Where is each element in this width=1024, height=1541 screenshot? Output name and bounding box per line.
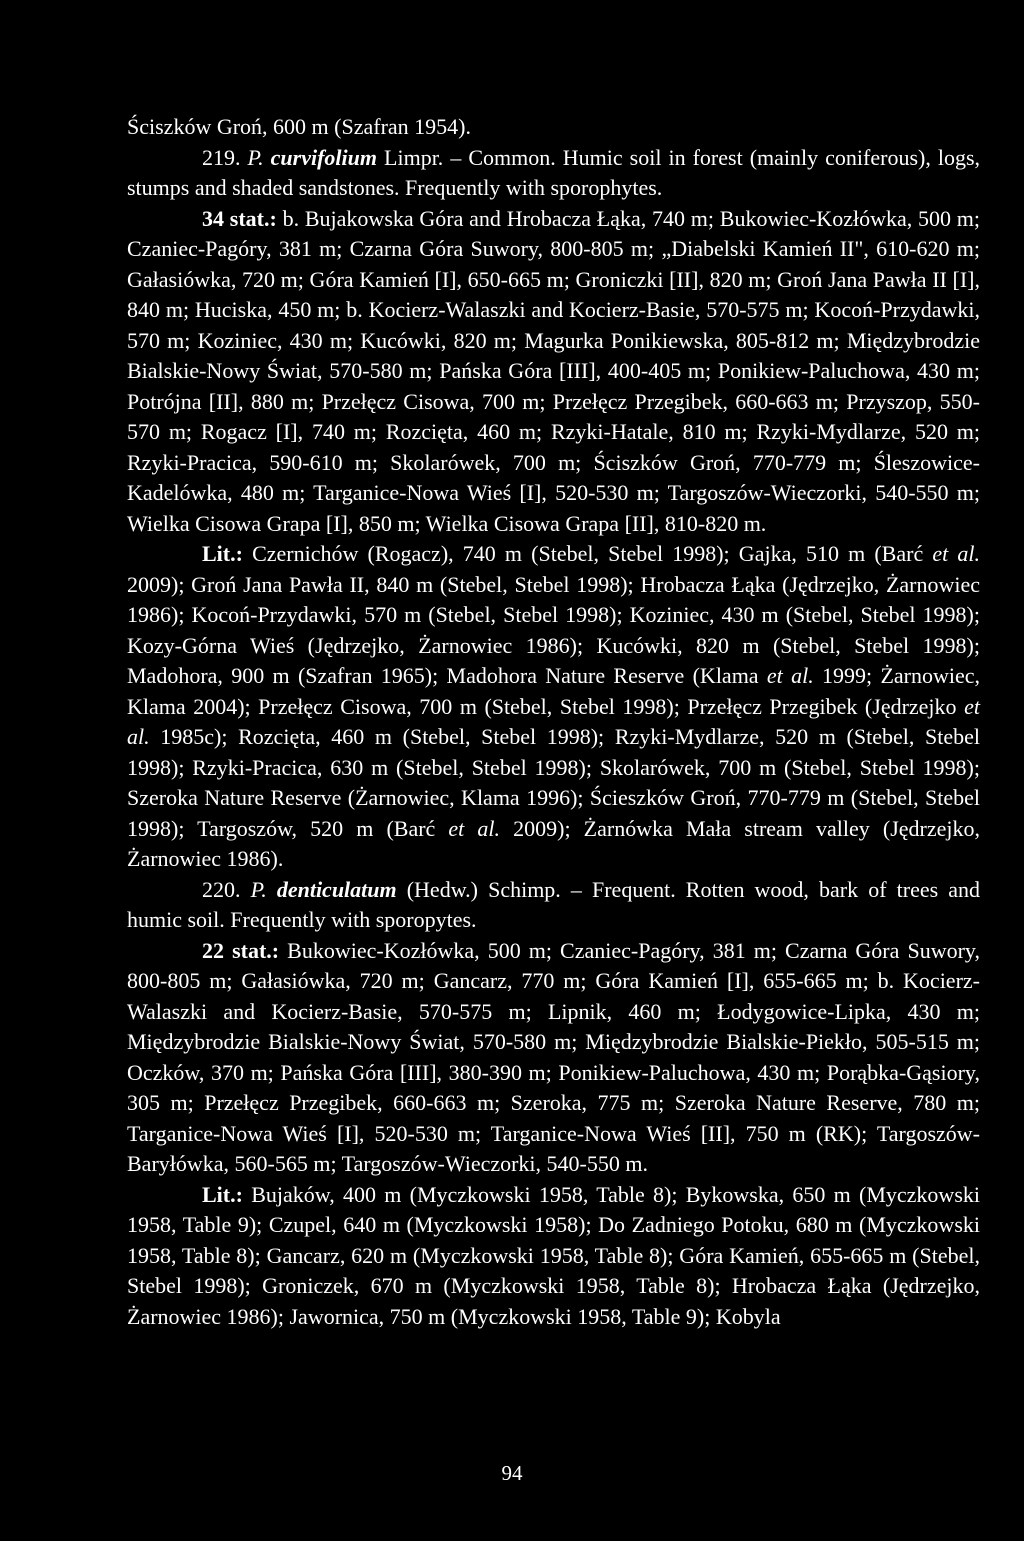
literature-label: Lit.: xyxy=(202,1181,243,1207)
species-219-stations xyxy=(127,204,980,540)
paragraph-text: Ściszków Groń, 600 m (Szafran 1954). xyxy=(127,114,471,139)
species-epithet: curvifolium xyxy=(270,144,378,170)
stations-label: 34 stat.: xyxy=(202,205,277,231)
et-al: et al. xyxy=(766,663,814,688)
species-219-literature xyxy=(127,539,980,875)
species-number: 219. xyxy=(202,144,241,170)
stations-text: b. Bujakowska Góra and Hrobacza Łąka, 740 m; Bukowiec-Kozłówka, 500 m; Czaniec-Pagóry, 381 m; Czarna Góra Suwory, 800-805 m; „Diabelski Kamień II", 610-620 m; Gałasiówka, 720 m; Góra Kamień [I], 650-665 m; Groniczki [II], 820 m; Groń Jana Pawła II [I], 840 m; Huciska, 450 m; b. Kocierz-Walaszki and Kocierz-Basie, 570-575 m; Kocoń-Przydawki, 570 m; Koziniec, 430 m; Kucówki, 820 m; Magurka Ponikiewska, 805-812 m; Międzybrodzie Bialskie-Nowy Świat, 570-580 m; Pańska Góra [III], 400-405 m; Ponikiew-Paluchowa, 430 m; Potrójna [II], 880 m; Przełęcz Cisowa, 700 m; Przełęcz Przegibek, 660-663 m; Przyszop, 550-570 m; Rogacz [I], 740 m; Rozcięta, 460 m; Rzyki-Hatale, 810 m; Rzyki-Mydlarze, 520 m; Rzyki-Pracica, 590-610 m; Skolarówek, 700 m; Ściszków Groń, 770-779 m; Śleszowice-Kadelówka, 480 m; Targanice-Nowa Wieś [I], 520-530 m; Targoszów-Wieczorki, 540-550 m; Wielka Cisowa Grapa [I], 850 m; Wielka Cisowa Grapa [II], 810-820 m. xyxy=(127,205,980,536)
literature-text: 2009); Żarnówka Mała stream valley (Jędrzejko, Żarnowiec 1986). xyxy=(127,815,981,871)
genus-abbrev: P. xyxy=(250,876,267,902)
et-al: et al. xyxy=(127,693,980,749)
page-number: 94 xyxy=(501,1461,523,1485)
literature-text: 1999; Żarnowiec, Klama 2004); Przełęcz Cisowa, 700 m (Stebel, Stebel 1998); Przełęcz Przegibek (Jędrzejko xyxy=(127,663,980,719)
genus-abbrev: P. xyxy=(247,144,264,170)
et-al: et al. xyxy=(932,541,980,566)
literature-text: Czernichów (Rogacz), 740 m (Stebel, Stebel 1998); Gajka, 510 m (Barć xyxy=(242,541,933,566)
species-220-entry xyxy=(127,875,980,936)
species-220-stations xyxy=(127,936,980,1180)
species-description: Limpr. – Common. Humic soil in forest (mainly coniferous), logs, stumps and shaded sandstones. Frequently with sporophytes. xyxy=(127,144,981,200)
literature-text: 1985c); Rozcięta, 460 m (Stebel, Stebel 1998); Rzyki-Mydlarze, 520 m (Stebel, Stebel 1998); Rzyki-Pracica, 630 m (Stebel, Stebel 1998); Skolarówek, 700 m (Stebel, Stebel 1998); Szeroka Nature Reserve (Żarnowiec, Klama 1996); Ścieszków Groń, 770-779 m (Stebel, Stebel 1998); Targoszów, 520 m (Barć xyxy=(127,724,980,841)
literature-label: Lit.: xyxy=(202,541,243,566)
continued-paragraph xyxy=(127,112,980,143)
species-219-entry xyxy=(127,143,980,204)
species-description: (Hedw.) Schimp. – Frequent. Rotten wood, bark of trees and humic soil. Frequently with sporopytes. xyxy=(127,876,981,932)
literature-text: 2009); Groń Jana Pawła II, 840 m (Stebel, Stebel 1998); Hrobacza Łąka (Jędrzejko, Żarnowiec 1986); Kocoń-Przydawki, 570 m (Stebel, Stebel 1998); Koziniec, 430 m (Stebel, Stebel 1998); Kozy-Górna Wieś (Jędrzejko, Żarnowiec 1986); Kucówki, 820 m (Stebel, Stebel 1998); Madohora, 900 m (Szafran 1965); Madohora Nature Reserve (Klama xyxy=(127,571,980,688)
literature-text: Bujaków, 400 m (Myczkowski 1958, Table 8); Bykowska, 650 m (Myczkowski 1958, Table 9); Czupel, 640 m (Myczkowski 1958); Do Zadniego Potoku, 680 m (Myczkowski 1958, Table 8); Gancarz, 620 m (Myczkowski 1958, Table 8); Góra Kamień, 655-665 m (Stebel, Stebel 1998); Groniczek, 670 m (Myczkowski 1958, Table 8); Hrobacza Łąka (Jędrzejko, Żarnowiec 1986); Jawornica, 750 m (Myczkowski 1958, Table 9); Kobyla xyxy=(127,1181,980,1329)
et-al: et al. xyxy=(448,815,501,841)
species-number: 220. xyxy=(202,876,241,902)
species-220-literature xyxy=(127,1180,980,1333)
stations-label: 22 stat.: xyxy=(202,937,280,963)
page-body xyxy=(127,112,980,1332)
species-epithet: denticulatum xyxy=(276,876,397,902)
stations-text: Bukowiec-Kozłówka, 500 m; Czaniec-Pagóry, 381 m; Czarna Góra Suwory, 800-805 m; Gałasiówka, 720 m; Gancarz, 770 m; Góra Kamień [I], 655-665 m; b. Kocierz-Walaszki and Kocierz-Basie, 570-575 m; Lipnik, 460 m; Łodygowice-Lipka, 430 m; Międzybrodzie Bialskie-Nowy Świat, 570-580 m; Międzybrodzie Bialskie-Piekło, 505-515 m; Oczków, 370 m; Pańska Góra [III], 380-390 m; Ponikiew-Paluchowa, 430 m; Porąbka-Gąsiory, 305 m; Przełęcz Przegibek, 660-663 m; Szeroka, 775 m; Szeroka Nature Reserve, 780 m; Targanice-Nowa Wieś [I], 520-530 m; Targanice-Nowa Wieś [II], 750 m (RK); Targoszów-Baryłówka, 560-565 m; Targoszów-Wieczorki, 540-550 m. xyxy=(127,937,980,1176)
